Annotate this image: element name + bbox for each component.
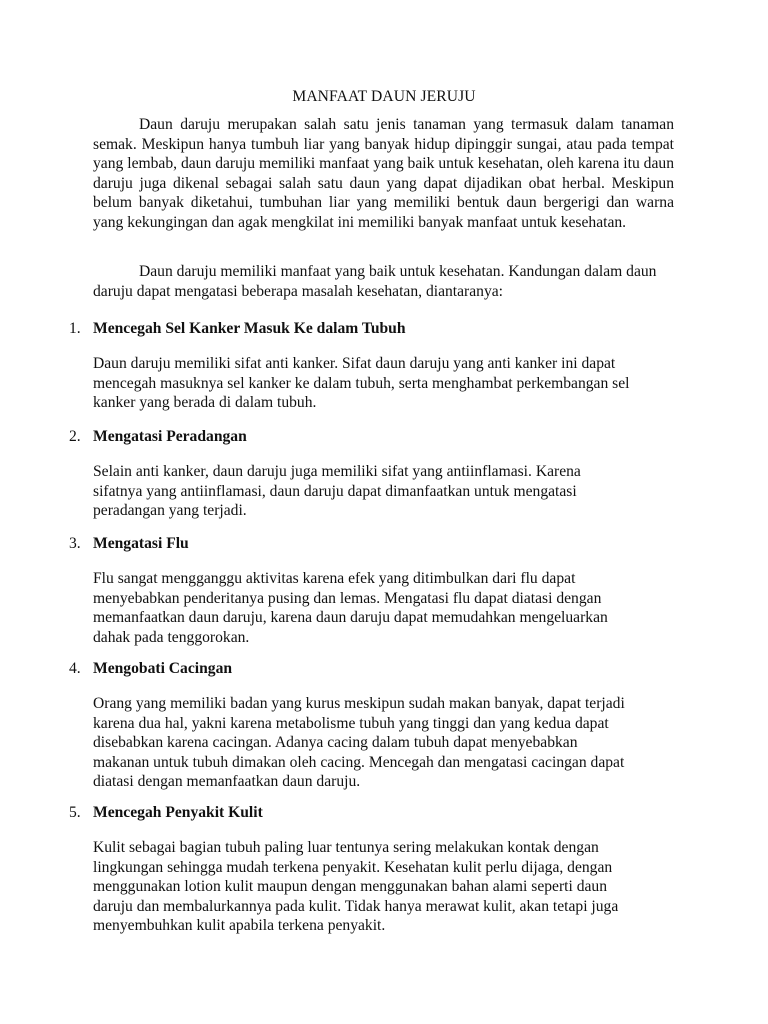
document-title: MANFAAT DAUN JERUJU <box>292 88 476 105</box>
list-item-number: 2. <box>69 428 81 445</box>
list-item-number: 5. <box>69 804 81 821</box>
list-item-number: 3. <box>69 535 81 552</box>
list-item-heading: Mengatasi Flu <box>93 535 189 552</box>
list-item-number: 4. <box>69 660 81 677</box>
body-line: sifatnya yang antiinflamasi, daun daruju dapat dimanfaatkan untuk mengatasi <box>93 482 577 500</box>
list-item-heading: Mencegah Sel Kanker Masuk Ke dalam Tubuh <box>93 320 406 337</box>
body-line: Kulit sebagai bagian tubuh paling luar tentunya sering melakukan kontak dengan <box>93 839 599 856</box>
list-item-body <box>93 838 683 936</box>
intro-paragraph-2: Daun daruju memiliki manfaat yang baik untuk kesehatan. Kandungan dalam daun daruju dapat mengatasi beberapa masalah kesehatan, diantaranya: <box>93 263 657 300</box>
body-line: Daun daruju memiliki sifat anti kanker. Sifat daun daruju yang anti kanker ini dapat <box>93 355 616 372</box>
body-line: memanfaatkan daun daruju, karena daun daruju dapat memudahkan mengeluarkan <box>93 609 608 626</box>
body-line: Orang yang memiliki badan yang kurus meskipun sudah makan banyak, dapat terjadi <box>93 695 625 712</box>
body-line: menyebabkan penderitanya pusing dan lemas. Mengatasi flu dapat diatasi dengan <box>93 589 602 607</box>
body-line: menggunakan lotion kulit maupun dengan menggunakan bahan alami seperti daun <box>93 878 608 895</box>
body-line: disebabkan karena cacingan. Adanya cacing dalam tubuh dapat menyebabkan <box>93 734 578 751</box>
list-item-heading: Mengobati Cacingan <box>93 660 233 677</box>
list-item-body <box>93 462 683 521</box>
body-line: peradangan yang terjadi. <box>93 502 247 519</box>
body-line: lingkungan sehingga mudah terkena penyakit. Kesehatan kulit perlu dijaga, dengan <box>93 858 613 876</box>
list-item-heading: Mencegah Penyakit Kulit <box>93 804 263 821</box>
list-item-number: 1. <box>69 320 81 337</box>
body-line: diatasi dengan memanfaatkan daun daruju. <box>93 773 361 790</box>
body-line: daruju dan membalurkannya pada kulit. Tidak hanya merawat kulit, akan tetapi juga <box>93 897 619 915</box>
body-line: Selain anti kanker, daun daruju juga memiliki sifat yang antiinflamasi. Karena <box>93 463 581 480</box>
body-line: menyembuhkan kulit apabila terkena penyakit. <box>93 917 386 934</box>
body-line: dahak pada tenggorokan. <box>93 628 250 646</box>
list-item-heading: Mengatasi Peradangan <box>93 428 247 445</box>
body-line: Flu sangat mengganggu aktivitas karena efek yang ditimbulkan dari flu dapat <box>93 570 576 587</box>
intro-paragraph-1: Daun daruju merupakan salah satu jenis tanaman yang termasuk dalam tanaman semak. Meskipun hanya tumbuh liar yang banyak hidup dipinggir sungai, atau pada tempat yang lembab, daun daruju memiliki manfaat yang baik untuk kesehatan, oleh karena itu daun daruju juga dikenal sebagai salah satu daun yang dapat dijadikan obat herbal. Meskipun belum banyak diketahui, tumbuhan liar yang memiliki bentuk daun bergerigi dan warna yang kekungingan dan agak mengkilat ini memiliki banyak manfaat untuk kesehatan. <box>93 116 674 231</box>
list-item-body <box>93 569 683 647</box>
list-item-body <box>93 354 683 413</box>
body-line: makanan untuk tubuh dimakan oleh cacing. Mencegah dan mengatasi cacingan dapat <box>93 753 625 771</box>
list-item-body <box>93 694 683 792</box>
body-line: mencegah masuknya sel kanker ke dalam tubuh, serta menghambat perkembangan sel <box>93 374 630 392</box>
body-line: kanker yang berada di dalam tubuh. <box>93 394 317 411</box>
body-line: karena dua hal, yakni karena metabolisme tubuh yang tinggi dan yang kedua dapat <box>93 714 609 732</box>
